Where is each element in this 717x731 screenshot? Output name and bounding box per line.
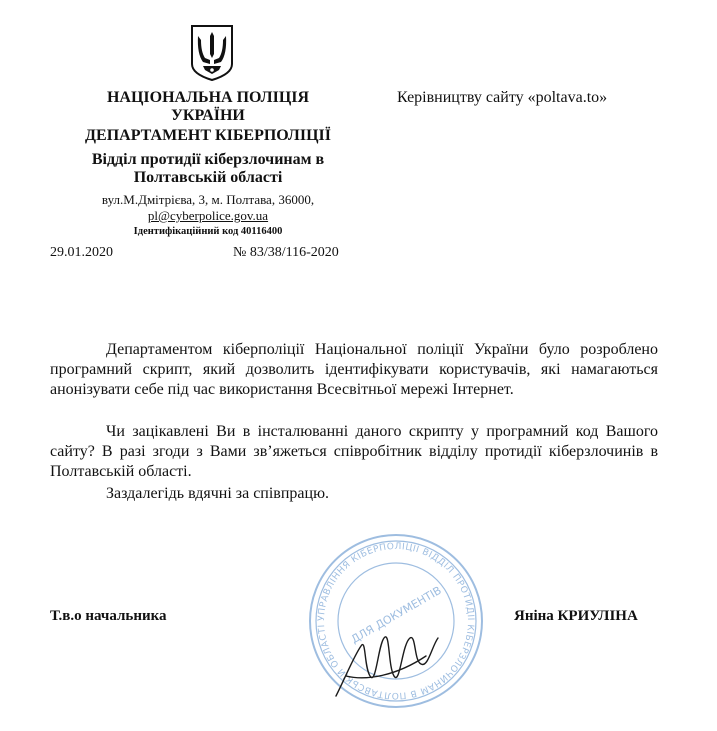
recipient: Керівництву сайту «poltava.to» xyxy=(397,89,608,106)
body-paragraph-2-text: Чи зацікавлені Ви в інсталюванні даного скрипту у програмний код Вашого сайту? В разі згоди з Вами зв’яжеться співробітник відділу протидії кіберзлочинів в Полтавській області. xyxy=(50,423,658,480)
body-closing: Заздалегідь вдячні за співпрацю. xyxy=(106,485,330,502)
signatory-name: Яніна КРИУЛІНА xyxy=(514,608,638,624)
header-line-2: УКРАЇНИ xyxy=(171,107,245,124)
stamp-ring-text: УПРАВЛІННЯ КІБЕРПОЛІЦІЇ ВІДДІЛ ПРОТИДІЇ КІБЕРЗЛОЧИНАМ В ПОЛТАВСЬКІЙ ОБЛАСТІ xyxy=(316,541,476,701)
header-line-1: НАЦІОНАЛЬНА ПОЛІЦІЯ xyxy=(106,89,310,106)
stamp-center-text: ДЛЯ ДОКУМЕНТІВ xyxy=(348,583,444,647)
document-date: 29.01.2020 xyxy=(50,245,113,260)
signatory-position: Т.в.о начальника xyxy=(50,608,167,624)
body-paragraph-2 xyxy=(50,422,658,482)
official-stamp xyxy=(306,526,486,716)
email-link[interactable]: pl@cyberpolice.gov.ua xyxy=(147,208,269,223)
header-division: Відділ протидії кіберзлочинам в xyxy=(91,151,325,168)
header-id-code: Ідентифікаційний код 40116400 xyxy=(133,226,283,237)
header-department: ДЕПАРТАМЕНТ КІБЕРПОЛІЦІЇ xyxy=(85,127,331,144)
header-region: Полтавській області xyxy=(133,169,283,186)
header-address: вул.М.Дмітрієва, 3, м. Полтава, 36000, xyxy=(101,192,315,207)
body-paragraph-1 xyxy=(50,340,658,400)
coat-of-arms-icon xyxy=(189,24,235,82)
header-email xyxy=(48,208,368,224)
document-number: № 83/38/116-2020 xyxy=(233,245,339,260)
body-paragraph-1-text: Департаментом кіберполіції Національної поліції України було розроблено програмний скрипт, який дозволить ідентифікувати користувачів, які намагаються анонізувати себе під час використання Всесвітньої мережі Інтернет. xyxy=(50,341,658,398)
